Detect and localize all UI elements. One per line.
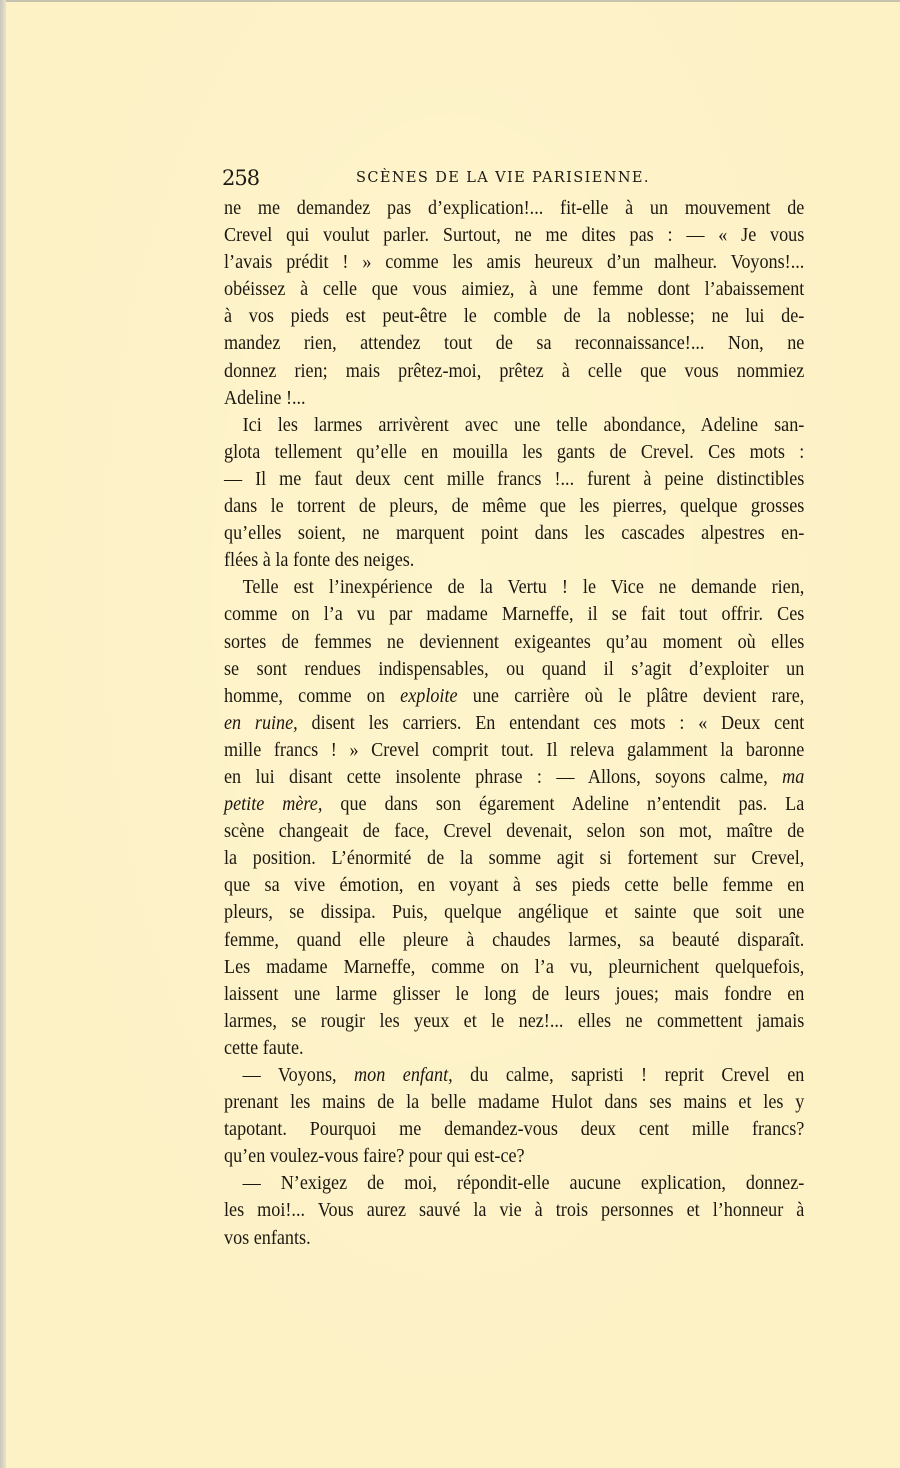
text-line: mandez rien, attendez tout de sa reconnaissance!... Non, ne [224, 333, 805, 355]
text-line: les moi!... Vous aurez sauvé la vie à trois personnes et l’honneur à [224, 1200, 805, 1222]
paragraph [224, 1062, 804, 1170]
text-line: glota tellement qu’elle en mouilla les gants de Crevel. Ces mots : [224, 441, 805, 463]
italic-emphasis: exploite [400, 685, 458, 707]
text-line: femme, quand elle pleure à chaudes larmes, sa beauté disparaît. [224, 929, 805, 951]
paragraph [224, 574, 804, 1062]
text-line: larmes, se rougir les yeux et le nez!... elles ne commettent jamais [224, 1010, 805, 1032]
text-line: Crevel qui voulut parler. Surtout, ne me dites pas : — « Je vous [224, 225, 805, 247]
text-line: qu’elles soient, ne marquent point dans les cascades alpestres en- [224, 523, 805, 545]
text-line: prenant les mains de la belle madame Hulot dans ses mains et les y [224, 1092, 805, 1114]
text-line: Telle est l’inexpérience de la Vertu ! le Vice ne demande rien, [242, 577, 805, 599]
text-line: flées à la fonte des neiges. [224, 550, 415, 572]
paragraph [224, 195, 804, 412]
text-line: laissent une larme glisser le long de leurs joues; mais fondre en [224, 983, 805, 1005]
text-line: — Il me faut deux cent mille francs !... furent à peine distinctibles [224, 468, 805, 490]
text-line: l’avais prédit ! » comme les amis heureux d’un malheur. Voyons!... [224, 252, 805, 274]
text-line: mille francs ! » Crevel comprit tout. Il releva galamment la baronne [224, 739, 805, 761]
text-line: se sont rendues indispensables, ou quand il s’agit d’exploiter un [224, 658, 805, 680]
text-line: homme, comme on exploite une carrière où le plâtre devient rare, [224, 685, 805, 707]
page-header [222, 166, 804, 192]
text-line: scène changeait de face, Crevel devenait, selon son mot, maître de [224, 821, 805, 843]
paragraph [224, 1170, 804, 1251]
text-line: — N’exigez de moi, répondit-elle aucune explication, donnez- [242, 1173, 805, 1195]
text-line: sortes de femmes ne deviennent exigeantes qu’au moment où elles [224, 631, 805, 653]
page-number: 258 [222, 166, 260, 190]
text-line: petite mère, que dans son égarement Adeline n’entendit pas. La [224, 794, 805, 816]
text-line: Adeline !... [224, 387, 306, 409]
text-line: comme on l’a vu par madame Marneffe, il se fait tout offrir. Ces [224, 604, 805, 626]
text-line: la position. L’énormité de la somme agit si fortement sur Crevel, [224, 848, 805, 870]
running-title: SCÈNES DE LA VIE PARISIENNE. [356, 170, 650, 186]
text-line: que sa vive émotion, en voyant à ses pieds cette belle femme en [224, 875, 805, 897]
paragraph [224, 412, 804, 575]
text-line: Les madame Marneffe, comme on l’a vu, pleurnichent quelquefois, [224, 956, 805, 978]
text-line: dans le torrent de pleurs, de même que les pierres, quelque grosses [224, 496, 805, 518]
body-text [224, 195, 804, 1252]
text-line: pleurs, se dissipa. Puis, quelque angélique et sainte que soit une [224, 902, 805, 924]
text-line: tapotant. Pourquoi me demandez-vous deux cent mille francs? [224, 1119, 805, 1141]
text-line: vos enfants. [224, 1227, 311, 1249]
text-line: qu’en voulez-vous faire? pour qui est-ce? [224, 1146, 525, 1168]
italic-emphasis: mon enfant, [354, 1065, 453, 1086]
text-line: en ruine, disent les carriers. En entendant ces mots : « Deux cent [224, 712, 805, 734]
text-line: ne me demandez pas d’explication!... fit-elle à un mouvement de [224, 198, 805, 219]
text-line: obéissez à celle que vous aimiez, à une femme dont l’abaissement [224, 279, 805, 301]
text-line: en lui disant cette insolente phrase : — Allons, soyons calme, ma [224, 766, 805, 788]
text-line: à vos pieds est peut-être le comble de la noblesse; ne lui de- [224, 306, 805, 328]
italic-emphasis: petite mère, [224, 794, 323, 816]
text-line: donnez rien; mais prêtez-moi, prêtez à celle que vous nommiez [224, 360, 805, 382]
text-line: — Voyons, mon enfant, du calme, sapristi ! reprit Crevel en [242, 1065, 805, 1086]
text-line: cette faute. [224, 1037, 304, 1059]
italic-emphasis: en ruine, [224, 712, 298, 734]
italic-emphasis: ma [782, 766, 805, 788]
text-line: Ici les larmes arrivèrent avec une telle abondance, Adeline san- [242, 414, 805, 436]
